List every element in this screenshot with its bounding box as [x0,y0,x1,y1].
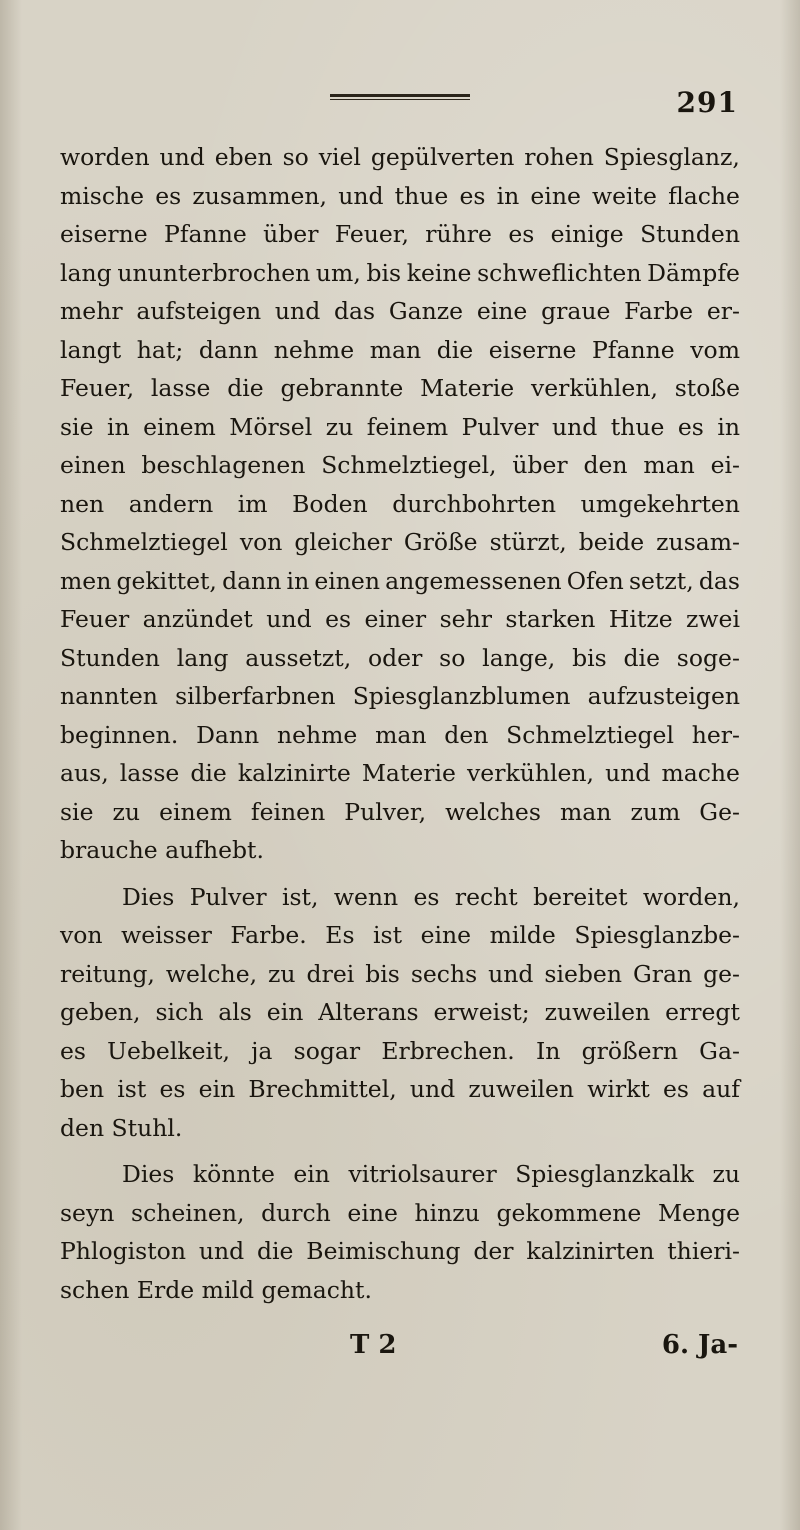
text-line: mehr aufsteigen und das Ganze eine graue Farbe er- [60,297,740,325]
text-line: von weisser Farbe. Es ist eine milde Spiesglanzbe- [60,921,740,949]
paragraph-gap [60,1147,740,1155]
text-line: Dies könnte ein vitriolsaurer Spiesglanzkalk zu [122,1160,740,1188]
page-footer [60,1330,740,1370]
text-line: es Uebelkeit, ja sogar Erbrechen. In größern Ga- [60,1036,740,1065]
text-line: men gekittet, dann in einen angemessenen Ofen setzt, das [60,566,740,595]
text-line: beginnen. Dann nehme man den Schmelztiegel her- [60,720,740,749]
text-line: sie zu einem feinen Pulver, welches man zum Ge- [60,797,740,826]
text-line: lang ununterbrochen um, bis keine schweflichten Dämpfe [60,258,740,287]
text-line: nen andern im Boden durchbohrten umgekehrten [60,489,740,518]
text-line: worden und eben so viel gepülverten rohen Spiesglanz, [60,143,740,171]
text-line: langt hat; dann nehme man die eiserne Pfanne vom [60,335,740,364]
page-number: 291 [676,86,738,119]
text-line: Schmelztiegel von gleicher Größe stürzt, beide zusam- [60,528,740,556]
text-line: eiserne Pfanne über Feuer, rühre es einige Stunden [60,220,740,248]
paragraph-gap [60,870,740,878]
text-line: sie in einem Mörsel zu feinem Pulver und thue es in [60,412,740,441]
text-line: geben, sich als ein Alterans erweist; zuweilen erregt [60,998,740,1026]
text-line: brauche aufhebt. [60,836,264,864]
text-line: ben ist es ein Brechmittel, und zuweilen wirkt es auf [60,1075,740,1103]
text-line: Feuer, lasse die gebrannte Materie verkühlen, stoße [60,374,740,402]
paragraph-1 [60,138,740,870]
text-line: einen beschlagenen Schmelztiegel, über den man ei- [60,451,740,479]
text-line: seyn scheinen, durch eine hinzu gekommene Menge [60,1198,740,1227]
text-line: den Stuhl. [60,1113,183,1142]
paragraph-3 [60,1155,740,1309]
text-line: Dies Pulver ist, wenn es recht bereitet worden, [122,882,740,911]
body-text [60,138,740,1309]
text-line: Stunden lang aussetzt, oder so lange, bis die soge- [60,643,740,672]
text-line: Phlogiston und die Beimischung der kalzinirten thieri- [60,1237,740,1265]
header-rule [330,94,470,100]
text-line: schen Erde mild gemacht. [60,1275,372,1304]
text-line: reitung, welche, zu drei bis sechs und sieben Gran ge- [60,959,740,988]
text-line: Feuer anzündet und es einer sehr starken Hitze zwei [60,605,740,633]
text-line: nannten silberfarbnen Spiesglanzblumen aufzusteigen [60,682,740,710]
signature-mark: T 2 [350,1330,397,1360]
text-line: mische es zusammen, und thue es in eine weite flache [60,181,740,210]
text-line: aus, lasse die kalzinirte Materie verkühlen, und mache [60,759,740,787]
paragraph-2 [60,878,740,1148]
catchword: 6. Ja- [661,1330,738,1360]
